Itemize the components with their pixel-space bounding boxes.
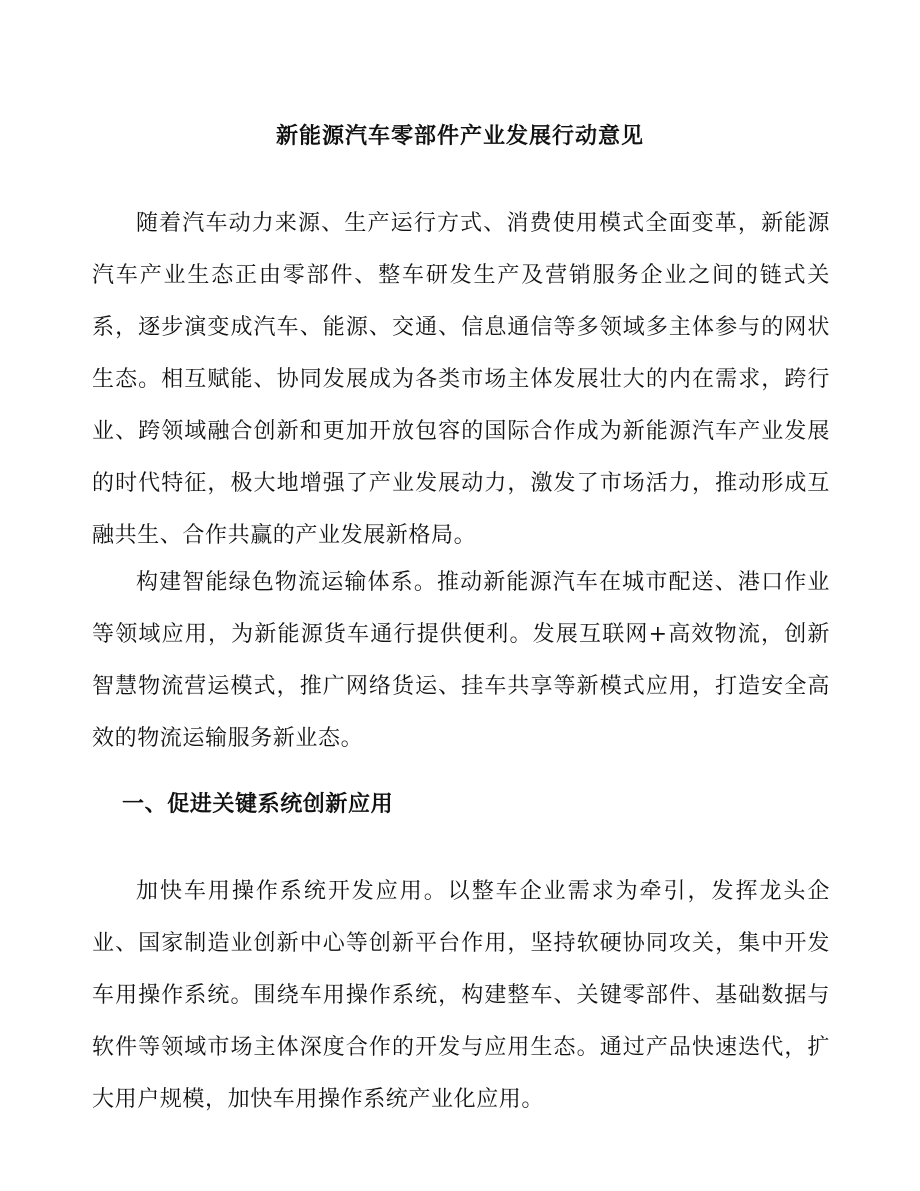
section-heading: 一、促进关键系统创新应用	[122, 792, 394, 817]
section-paragraph: 加快车用操作系统开发应用。以整车企业需求为牵引，发挥龙头企业、国家制造业创新中心等创新平台作用，坚持软硬协同攻关，集中开发车用操作系统。围绕车用操作系统，构建整车、关键零部件、基础数据与软件等领域市场主体深度合作的开发与应用生态。通过产品快速迭代，扩大用户规模，加快车用操作系统产业化应用。	[92, 879, 830, 1112]
intro-paragraph: 随着汽车动力来源、生产运行方式、消费使用模式全面变革，新能源汽车产业生态正由零部件、整车研发生产及营销服务企业之间的链式关系，逐步演变成汽车、能源、交通、信息通信等多领域多主体参与的网状生态。相互赋能、协同发展成为各类市场主体发展壮大的内在需求，跨行业、跨领域融合创新和更加开放包容的国际合作成为新能源汽车产业发展的时代特征，极大地增强了产业发展动力，激发了市场活力，推动形成互融共生、合作共赢的产业发展新格局。	[92, 211, 830, 548]
document-title: 新能源汽车零部件产业发展行动意见	[275, 124, 644, 149]
logistics-paragraph: 构建智能绿色物流运输体系。推动新能源汽车在城市配送、港口作业等领域应用，为新能源货车通行提供便利。发展互联网+高效物流，创新智慧物流营运模式，推广网络货运、挂车共享等新模式应用，打造安全高效的物流运输服务新业态。	[92, 570, 830, 751]
